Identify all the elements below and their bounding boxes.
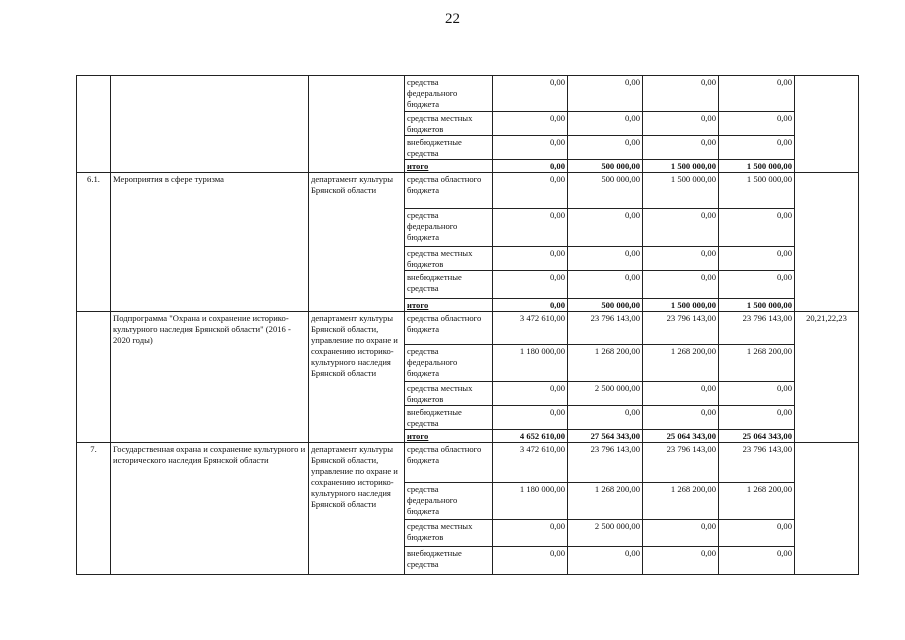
funding-table bbox=[76, 75, 859, 575]
amount-cell: 0,00 bbox=[493, 209, 568, 247]
amount-cell: 0,00 bbox=[719, 136, 795, 160]
amount-cell: 0,00 bbox=[643, 76, 719, 112]
table-row bbox=[77, 312, 859, 345]
total-amount: 25 064 343,00 bbox=[643, 430, 719, 443]
amount-cell: 0,00 bbox=[568, 271, 643, 299]
amount-cell: 0,00 bbox=[493, 112, 568, 136]
amount-cell: 0,00 bbox=[719, 209, 795, 247]
executor-cell bbox=[309, 76, 405, 173]
amount-cell: 1 268 200,00 bbox=[643, 345, 719, 382]
amount-cell: 0,00 bbox=[719, 112, 795, 136]
funding-source-regional: средства областного бюджета bbox=[405, 312, 493, 345]
funding-source-local: средства местных бюджетов bbox=[405, 112, 493, 136]
amount-cell: 0,00 bbox=[568, 547, 643, 575]
funding-source-federal: средства федерального бюджета bbox=[405, 345, 493, 382]
amount-cell: 1 180 000,00 bbox=[493, 483, 568, 520]
amount-cell: 0,00 bbox=[643, 247, 719, 271]
total-label: итого bbox=[405, 430, 493, 443]
amount-cell: 2 500 000,00 bbox=[568, 382, 643, 406]
indicator-cell: 20,21,22,23 bbox=[795, 312, 859, 443]
amount-cell: 0,00 bbox=[719, 76, 795, 112]
amount-cell: 0,00 bbox=[493, 382, 568, 406]
row-number-cell bbox=[77, 312, 111, 443]
amount-cell: 0,00 bbox=[493, 76, 568, 112]
row-number-cell: 6.1. bbox=[77, 173, 111, 312]
total-label: итого bbox=[405, 160, 493, 173]
amount-cell: 0,00 bbox=[568, 209, 643, 247]
amount-cell: 0,00 bbox=[643, 209, 719, 247]
amount-cell: 23 796 143,00 bbox=[719, 312, 795, 345]
funding-source-regional: средства областного бюджета bbox=[405, 173, 493, 209]
amount-cell: 0,00 bbox=[643, 547, 719, 575]
funding-source-local: средства местных бюджетов bbox=[405, 520, 493, 547]
amount-cell: 0,00 bbox=[493, 271, 568, 299]
total-amount: 4 652 610,00 bbox=[493, 430, 568, 443]
funding-source-extrabudgetary: внебюджетные средства bbox=[405, 406, 493, 430]
amount-cell: 1 500 000,00 bbox=[643, 173, 719, 209]
amount-cell: 0,00 bbox=[719, 247, 795, 271]
table-row bbox=[77, 76, 859, 112]
amount-cell: 500 000,00 bbox=[568, 173, 643, 209]
amount-cell: 0,00 bbox=[493, 547, 568, 575]
amount-cell: 0,00 bbox=[493, 136, 568, 160]
funding-source-federal: средства федерального бюджета bbox=[405, 209, 493, 247]
activity-name-cell bbox=[111, 76, 309, 173]
total-amount: 1 500 000,00 bbox=[719, 160, 795, 173]
amount-cell: 0,00 bbox=[493, 520, 568, 547]
amount-cell: 23 796 143,00 bbox=[568, 443, 643, 483]
subprogram-name-cell: Подпрограмма "Охрана и сохранение историко-культурного наследия Брянской области" (2016 - 2020 годы) bbox=[111, 312, 309, 443]
total-amount: 1 500 000,00 bbox=[643, 299, 719, 312]
amount-cell: 1 268 200,00 bbox=[568, 483, 643, 520]
indicator-cell bbox=[795, 173, 859, 312]
total-amount: 1 500 000,00 bbox=[719, 299, 795, 312]
amount-cell: 23 796 143,00 bbox=[643, 443, 719, 483]
funding-source-extrabudgetary: внебюджетные средства bbox=[405, 136, 493, 160]
amount-cell: 0,00 bbox=[568, 136, 643, 160]
amount-cell: 0,00 bbox=[568, 112, 643, 136]
activity-name-cell: Мероприятия в сфере туризма bbox=[111, 173, 309, 312]
total-amount: 500 000,00 bbox=[568, 160, 643, 173]
amount-cell: 23 796 143,00 bbox=[643, 312, 719, 345]
amount-cell: 0,00 bbox=[643, 382, 719, 406]
amount-cell: 1 500 000,00 bbox=[719, 173, 795, 209]
amount-cell: 0,00 bbox=[643, 136, 719, 160]
total-amount: 1 500 000,00 bbox=[643, 160, 719, 173]
funding-source-extrabudgetary: внебюджетные средства bbox=[405, 271, 493, 299]
amount-cell: 0,00 bbox=[719, 406, 795, 430]
amount-cell: 2 500 000,00 bbox=[568, 520, 643, 547]
amount-cell: 3 472 610,00 bbox=[493, 443, 568, 483]
amount-cell: 0,00 bbox=[643, 520, 719, 547]
amount-cell: 1 180 000,00 bbox=[493, 345, 568, 382]
amount-cell: 23 796 143,00 bbox=[719, 443, 795, 483]
total-label: итого bbox=[405, 299, 493, 312]
amount-cell: 23 796 143,00 bbox=[568, 312, 643, 345]
amount-cell: 1 268 200,00 bbox=[719, 345, 795, 382]
indicator-cell bbox=[795, 443, 859, 575]
amount-cell: 0,00 bbox=[568, 76, 643, 112]
table-row bbox=[77, 173, 859, 209]
funding-source-local: средства местных бюджетов bbox=[405, 247, 493, 271]
amount-cell: 0,00 bbox=[719, 520, 795, 547]
funding-source-extrabudgetary: внебюджетные средства bbox=[405, 547, 493, 575]
amount-cell: 1 268 200,00 bbox=[719, 483, 795, 520]
total-amount: 0,00 bbox=[493, 299, 568, 312]
amount-cell: 0,00 bbox=[719, 547, 795, 575]
total-amount: 27 564 343,00 bbox=[568, 430, 643, 443]
funding-source-federal: средства федерального бюджета bbox=[405, 483, 493, 520]
amount-cell: 0,00 bbox=[719, 271, 795, 299]
page-number: 22 bbox=[445, 11, 460, 27]
total-amount: 25 064 343,00 bbox=[719, 430, 795, 443]
amount-cell: 0,00 bbox=[568, 247, 643, 271]
indicator-cell bbox=[795, 76, 859, 173]
funding-source-federal: средства федерального бюджета bbox=[405, 76, 493, 112]
executor-cell: департамент культуры Брянской области, управление по охране и сохранению историко-культурного наследия Брянской области bbox=[309, 443, 405, 575]
amount-cell: 0,00 bbox=[493, 406, 568, 430]
amount-cell: 1 268 200,00 bbox=[643, 483, 719, 520]
table-row bbox=[77, 443, 859, 483]
executor-cell: департамент культуры Брянской области bbox=[309, 173, 405, 312]
row-number-cell: 7. bbox=[77, 443, 111, 575]
amount-cell: 0,00 bbox=[643, 271, 719, 299]
amount-cell: 0,00 bbox=[493, 173, 568, 209]
amount-cell: 0,00 bbox=[643, 406, 719, 430]
total-amount: 0,00 bbox=[493, 160, 568, 173]
amount-cell: 0,00 bbox=[719, 382, 795, 406]
amount-cell: 0,00 bbox=[493, 247, 568, 271]
row-number-cell bbox=[77, 76, 111, 173]
amount-cell: 3 472 610,00 bbox=[493, 312, 568, 345]
total-amount: 500 000,00 bbox=[568, 299, 643, 312]
funding-source-local: средства местных бюджетов bbox=[405, 382, 493, 406]
activity-name-cell: Государственная охрана и сохранение культурного и исторического наследия Брянской области bbox=[111, 443, 309, 575]
amount-cell: 0,00 bbox=[568, 406, 643, 430]
amount-cell: 1 268 200,00 bbox=[568, 345, 643, 382]
amount-cell: 0,00 bbox=[643, 112, 719, 136]
executor-cell: департамент культуры Брянской области, управление по охране и сохранению историко-культурного наследия Брянской области bbox=[309, 312, 405, 443]
funding-source-regional: средства областного бюджета bbox=[405, 443, 493, 483]
